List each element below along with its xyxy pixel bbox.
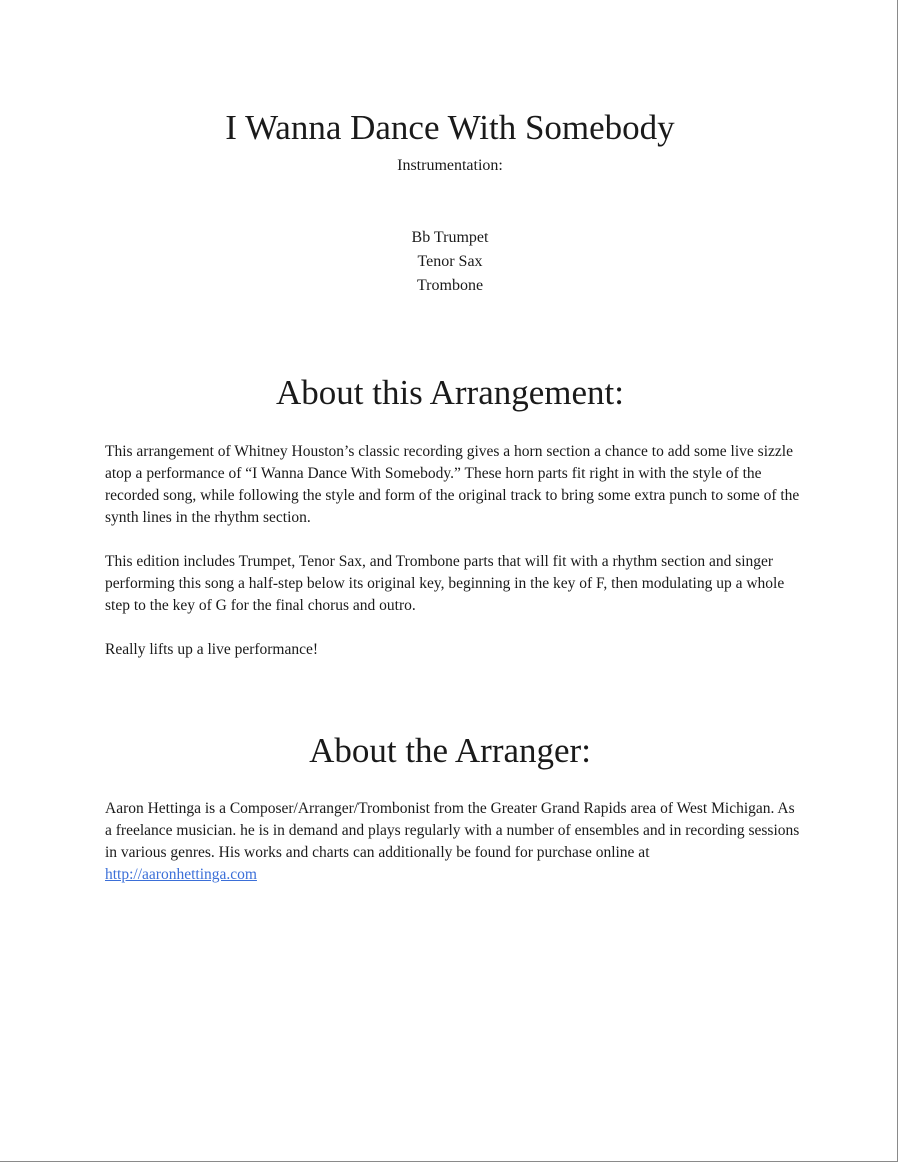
instrumentation-heading: Instrumentation: [397, 157, 503, 174]
page-title: I Wanna Dance With Somebody [225, 108, 675, 147]
arranger-website-link[interactable]: http://aaronhettinga.com [105, 866, 257, 883]
instrumentation-list [0, 226, 900, 298]
arranger-paragraph [105, 798, 805, 886]
instrument-item: Bb Trumpet [411, 229, 489, 246]
arrangement-paragraph: Really lifts up a live performance! [105, 641, 319, 658]
arranger-bio-text: Aaron Hettinga is a Composer/Arranger/Trombonist from the Greater Grand Rapids area of West Michigan. As a freelance musician. he is in demand and plays regularly with a number of ensembles and in recording sessions in various genres. His works and charts can additionally be found for purchase online at [105, 800, 800, 861]
instrument-item: Trombone [416, 277, 484, 294]
about-arrangement-heading: About this Arrangement: [275, 373, 624, 412]
about-arranger-heading: About the Arranger: [309, 731, 591, 770]
arrangement-paragraph: This arrangement of Whitney Houston’s classic recording gives a horn section a chance to add some live sizzle atop a performance of “I Wanna Dance With Somebody.” These horn parts fit right in with the style of the recorded song, while following the style and form of the original track to bring some extra punch to some of the synth lines in the rhythm section. [105, 443, 800, 526]
instrument-item: Tenor Sax [417, 253, 483, 270]
arrangement-paragraph: This edition includes Trumpet, Tenor Sax, and Trombone parts that will fit with a rhythm section and singer performing this song a half-step below its original key, beginning in the key of F, then modulating up a whole step to the key of G for the final chorus and outro. [105, 553, 785, 614]
